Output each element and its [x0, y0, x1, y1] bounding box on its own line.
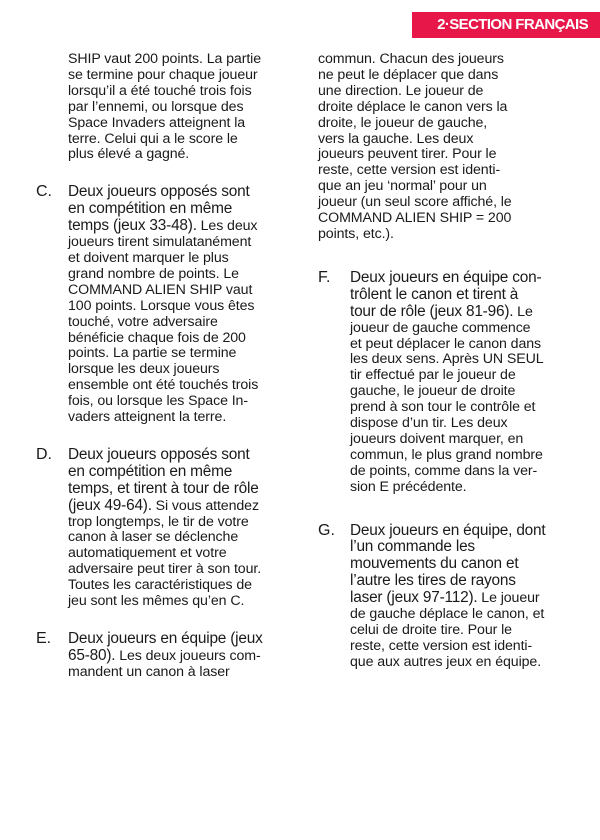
text-line: dispose d’un tir. Les deux — [350, 415, 508, 432]
text-line: celui de droite tire. Pour le — [350, 622, 512, 638]
right-intro-paragraph — [318, 52, 564, 243]
text-line: Les deux joueurs com- — [115, 647, 261, 664]
text-line: et peut déplacer le canon dans — [350, 335, 542, 352]
section-header-bar — [412, 12, 600, 38]
section-c — [36, 184, 291, 426]
text-line: Si vous attendez — [151, 497, 259, 514]
text-line: droite, le joueur de gauche, — [318, 114, 488, 131]
right-column — [318, 52, 564, 671]
text-line: se termine pour chaque joueur — [68, 66, 258, 83]
text-line: mandent un canon à laser — [68, 663, 230, 680]
section-d — [36, 447, 291, 610]
lead-line: tour de rôle (jeux 81-96). — [350, 302, 514, 320]
text-line: SHIP vaut 200 points. La partie — [68, 51, 262, 67]
text-line: vers la gauche. Les deux — [318, 130, 474, 147]
text-line: ensemble ont été touchés trois — [68, 377, 259, 394]
text-line: ne peut le déplacer que dans — [318, 66, 499, 83]
lead-line: Deux joueurs en équipe (jeux — [68, 630, 263, 647]
text-line: adversaire peut tirer à son tour. — [68, 561, 262, 578]
text-line: COMMAND ALIEN SHIP vaut — [68, 281, 253, 298]
text-line: joueur (un seul score affiché, le — [318, 194, 512, 211]
lead-line: Deux joueurs opposés sont — [68, 445, 250, 463]
text-line: jeu sont les mêmes qu’en C. — [68, 593, 245, 610]
text-line: Le — [513, 303, 533, 320]
text-line: joueur de gauche commence — [350, 319, 531, 336]
section-f — [318, 270, 564, 496]
lead-line: trôlent le canon et tirent à — [350, 285, 519, 303]
section-letter: C. — [36, 183, 52, 201]
text-line: sion E précédente. — [350, 478, 467, 495]
text-line: joueurs doivent marquer, en — [350, 430, 524, 447]
text-line: les deux sens. Après UN SEUL — [350, 351, 544, 368]
text-line: lorsque les deux joueurs — [68, 361, 220, 378]
lead-line: l’autre les tires de rayons — [350, 572, 516, 590]
lead-line: mouvements du canon et — [350, 555, 519, 573]
lead-line: 65-80). — [68, 646, 116, 664]
section-e — [36, 631, 291, 681]
text-line: Le joueur — [477, 590, 540, 607]
text-line: lorsqu’il a été touché trois fois — [68, 82, 252, 99]
section-letter: E. — [36, 630, 52, 647]
text-line: joueurs peuvent tirer. Pour le — [318, 146, 497, 163]
text-line: de points, comme dans la ver- — [350, 462, 538, 479]
text-line: une direction. Le joueur de — [318, 82, 484, 99]
text-line: gauche, le joueur de droite — [350, 383, 516, 400]
text-line: fois, ou lorsque les Space In- — [68, 393, 248, 410]
text-line: que an jeu ‘normal’ pour un — [318, 178, 487, 195]
text-line: tir effectué par le joueur de — [350, 367, 516, 384]
lead-line: Deux joueurs en équipe, dont — [350, 521, 546, 539]
lead-line: temps, et tirent à tour de rôle — [68, 479, 259, 497]
text-line: reste, cette version est identi- — [318, 162, 501, 179]
lead-line: Deux joueurs opposés sont — [68, 183, 250, 201]
section-letter: G. — [318, 521, 335, 539]
text-line: 100 points. Lorsque vous êtes — [68, 297, 255, 314]
text-line: et doivent marquer le plus — [68, 249, 229, 266]
text-line: plus élevé a gagné. — [68, 146, 190, 163]
text-line: trop longtemps, le tir de votre — [68, 513, 249, 530]
text-line: reste, cette version est identi- — [350, 637, 533, 654]
text-line: Space Invaders atteignent la — [68, 114, 246, 131]
left-column — [36, 52, 291, 681]
lead-line: laser (jeux 97-112). — [350, 589, 478, 607]
lead-line: l’un commande les — [350, 538, 475, 556]
text-line: commun, le plus grand nombre — [350, 446, 543, 463]
text-line: vaders atteignent la terre. — [68, 409, 227, 426]
text-line: bénéficie chaque fois de 200 — [68, 329, 246, 346]
text-line: joueurs tirent simulatanément — [68, 234, 252, 251]
text-line: que aux autres jeux en équipe. — [350, 653, 542, 670]
text-line: automatiquement et votre — [68, 545, 227, 562]
text-line: points. La partie se termine — [68, 345, 237, 362]
lead-line: Deux joueurs en équipe con- — [350, 268, 542, 286]
section-letter: D. — [36, 445, 52, 463]
lead-line: (jeux 49-64). — [68, 496, 152, 514]
text-line: prend à son tour le contrôle et — [350, 399, 536, 416]
text-line: COMMAND ALIEN SHIP = 200 — [318, 210, 512, 227]
text-line: commun. Chacun des joueurs — [318, 51, 504, 67]
text-line: de gauche déplace le canon, et — [350, 606, 545, 623]
text-line: par l’ennemi, ou lorsque des — [68, 98, 244, 115]
text-line: droite déplace le canon vers la — [318, 98, 508, 115]
text-line: points, etc.). — [318, 225, 394, 242]
text-line: canon à laser se déclenche — [68, 529, 239, 546]
section-g — [318, 523, 564, 671]
text-line: Toutes les caractéristiques de — [68, 577, 252, 594]
lead-line: temps (jeux 33-48). — [68, 217, 197, 235]
section-title: 2·SECTION FRANÇAIS — [437, 16, 588, 33]
left-intro-paragraph — [36, 52, 291, 163]
lead-line: en compétition en même — [68, 462, 233, 480]
section-letter: F. — [318, 268, 331, 286]
text-line: grand nombre de points. Le — [68, 265, 239, 282]
text-line: terre. Celui qui a le score le — [68, 130, 238, 147]
lead-line: en compétition en même — [68, 200, 233, 218]
text-line: touché, votre adversaire — [68, 313, 218, 330]
text-line: Les deux — [196, 218, 258, 235]
